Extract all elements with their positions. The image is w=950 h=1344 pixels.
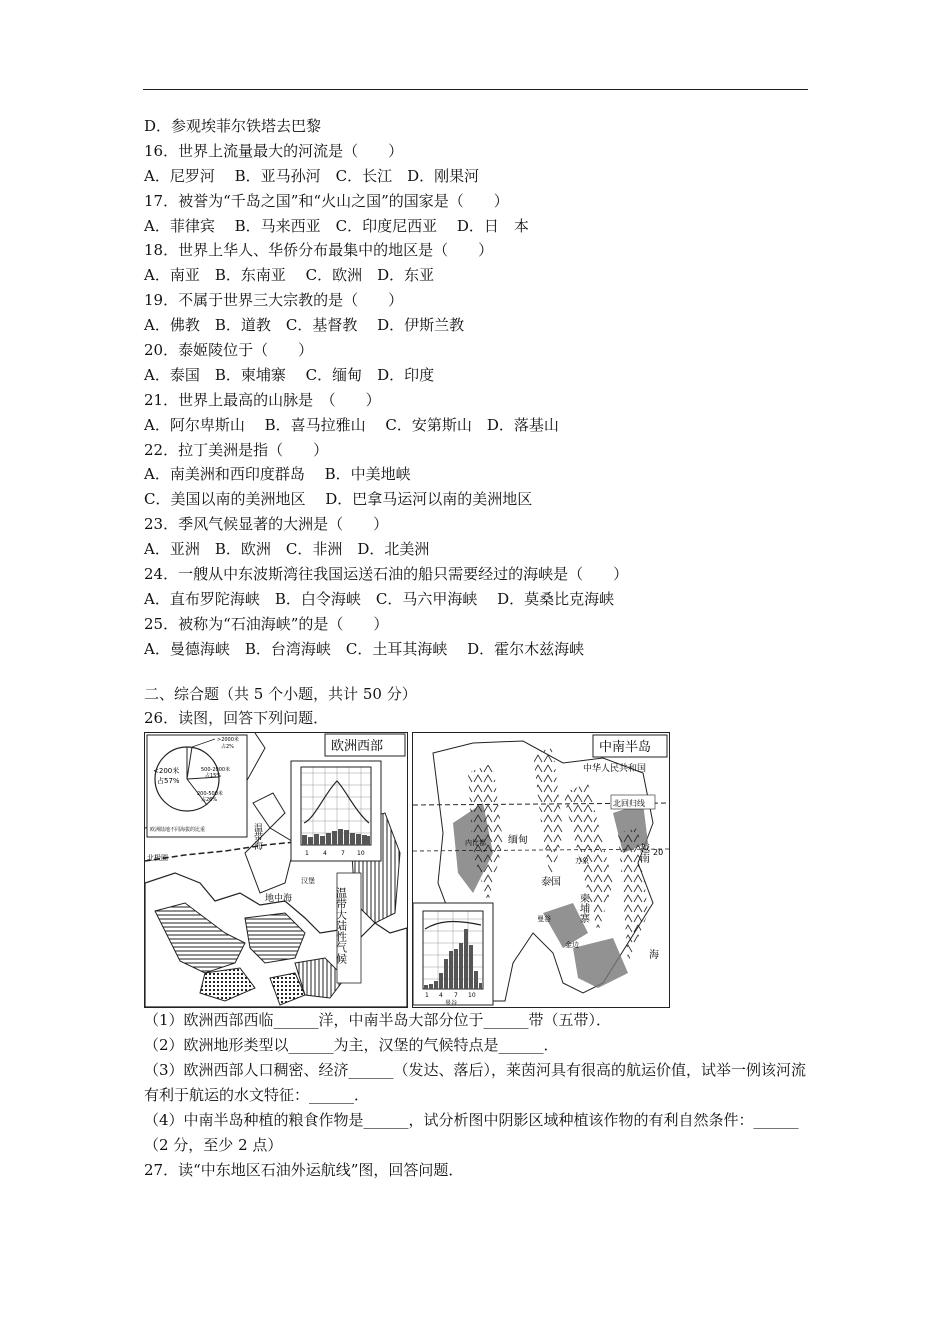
chart-month-label: 4 (439, 992, 443, 1000)
question-17: 17．被誉为“千岛之国”和“火山之国”的国家是（ ） (144, 191, 509, 210)
question-24-options: A．直布罗陀海峡 B．白令海峡 C．马六甲海峡 D．莫桑比克海峡 (144, 589, 615, 608)
map-label: 金边 (565, 941, 579, 950)
map-label: 北回归线 (613, 799, 645, 809)
pie-label: 占57% (157, 777, 180, 786)
map-label: 缅甸 (508, 835, 528, 847)
chart-caption: 曼谷 (445, 1000, 458, 1008)
pie-label: 占15% (205, 773, 222, 780)
map-label: 20 (653, 848, 664, 858)
chart-month-label: 4 (323, 850, 327, 858)
question-26-part-1: （1）欧洲西部西临______洋，中南半岛大部分位于______带（五带）． (144, 1011, 612, 1030)
europe-map-title: 欧洲西部 (331, 739, 384, 755)
question-25: 25．被称为“石油海峡”的是（ ） (144, 614, 389, 633)
question-22: 22．拉丁美洲是指（ ） (144, 440, 329, 459)
question-25-options: A．曼德海峡 B．台湾海峡 C．土耳其海峡 D．霍尔木兹海峡 (144, 639, 585, 658)
pie-label: 占2% (221, 744, 234, 751)
question-20: 20．泰姬陵位于（ ） (144, 341, 314, 360)
section-2-heading: 二、综合题（共 5 个小题，共计 50 分） (144, 684, 417, 703)
climate-label: 地中海 (265, 894, 293, 905)
question-23: 23．季风气候显著的大洲是（ ） (144, 515, 389, 534)
question-18: 18．世界上华人、华侨分布最集中的地区是（ ） (144, 241, 494, 260)
map-label: 海 (649, 950, 659, 962)
arctic-circle-label: 北极圈 (147, 854, 168, 863)
question-22-options-cd: C．美国以南的美洲地区 D．巴拿马运河以南的美洲地区 (144, 490, 533, 509)
map-label: 万象 (575, 857, 589, 866)
question-18-options: A．南亚 B．东南亚 C．欧洲 D．东亚 (144, 266, 435, 285)
question-19: 19．不属于世界三大宗教的是（ ） (144, 291, 404, 310)
map-label: 中华人民共和国 (583, 764, 647, 775)
map-label: 曼谷 (537, 915, 551, 924)
europe-map (144, 732, 408, 1008)
climate-label: 温带大陆性气候 (334, 887, 348, 965)
question-16-options: A．尼罗河 B．亚马孙河 C．长江 D．刚果河 (144, 166, 480, 185)
pie-label: >2000米 (217, 737, 239, 744)
indochina-map-title: 中南半岛 (599, 740, 652, 756)
header-rule (143, 89, 808, 90)
map-label: 内比都 (465, 839, 486, 848)
pie-label: <200米 (153, 767, 180, 776)
question-26: 26．读图，回答下列问题． (144, 709, 329, 728)
chart-month-label: 10 (357, 850, 365, 858)
chart-month-label: 7 (454, 992, 458, 1000)
climate-label: 温带海 (252, 823, 262, 851)
map-label: 泰国 (541, 877, 561, 889)
question-26-part-4: （4）中南半岛种植的粮食作物是______，试分析图中阴影区域种植该作物的有利自然条件：______（2 分，至少 2 点） (144, 1111, 799, 1155)
pie-caption: 欧洲陆地不同海拔的比重 (150, 827, 206, 834)
question-24: 24．一艘从中东波斯湾往我国运送石油的船只需要经过的海峡是（ ） (144, 565, 629, 584)
question-17-options: A．菲律宾 B．马来西亚 C．印度尼西亚 D．日 本 (144, 216, 529, 235)
document-body (144, 114, 814, 1183)
question-26-part-2: （2）欧洲地形类型以______为主，汉堡的气候特点是______． (144, 1036, 559, 1055)
question-27: 27．读“中东地区石油外运航线”图，回答问题． (144, 1161, 464, 1180)
map-label: 越南 (637, 843, 649, 864)
chart-month-label: 1 (305, 850, 309, 858)
question-20-options: A．泰国 B．柬埔寨 C．缅甸 D．印度 (144, 365, 435, 384)
option-line: D．参观埃菲尔铁塔去巴黎 (144, 117, 322, 135)
question-16: 16．世界上流量最大的河流是（ ） (144, 141, 404, 160)
question-21-options: A．阿尔卑斯山 B．喜马拉雅山 C．安第斯山 D．落基山 (144, 415, 559, 434)
question-23-options: A．亚洲 B．欧洲 C．非洲 D．北美洲 (144, 540, 430, 559)
question-22-options-ab: A．南美洲和西印度群岛 B．中美地峡 (144, 465, 411, 484)
pie-label: 占26% (201, 797, 218, 804)
question-21: 21．世界上最高的山脉是 （ ） (144, 390, 381, 409)
pie-label: 500-2000米 (201, 767, 231, 774)
city-label: 汉堡 (301, 877, 315, 886)
question-19-options: A．佛教 B．道教 C．基督教 D．伊斯兰教 (144, 316, 465, 335)
figure-row (144, 732, 814, 1008)
question-26-part-3: （3）欧洲西部人口稠密、经济______（发达、落后），莱茵河具有很高的航运价值，试举一例该河流有利于航运的水文特征：______． (144, 1061, 807, 1105)
indochina-map (412, 732, 670, 1008)
chart-month-label: 1 (425, 992, 429, 1000)
chart-month-label: 7 (341, 850, 345, 858)
map-label: 柬埔寨 (577, 893, 589, 924)
pie-label: 200-500米 (197, 791, 223, 798)
chart-month-label: 10 (468, 992, 476, 1000)
